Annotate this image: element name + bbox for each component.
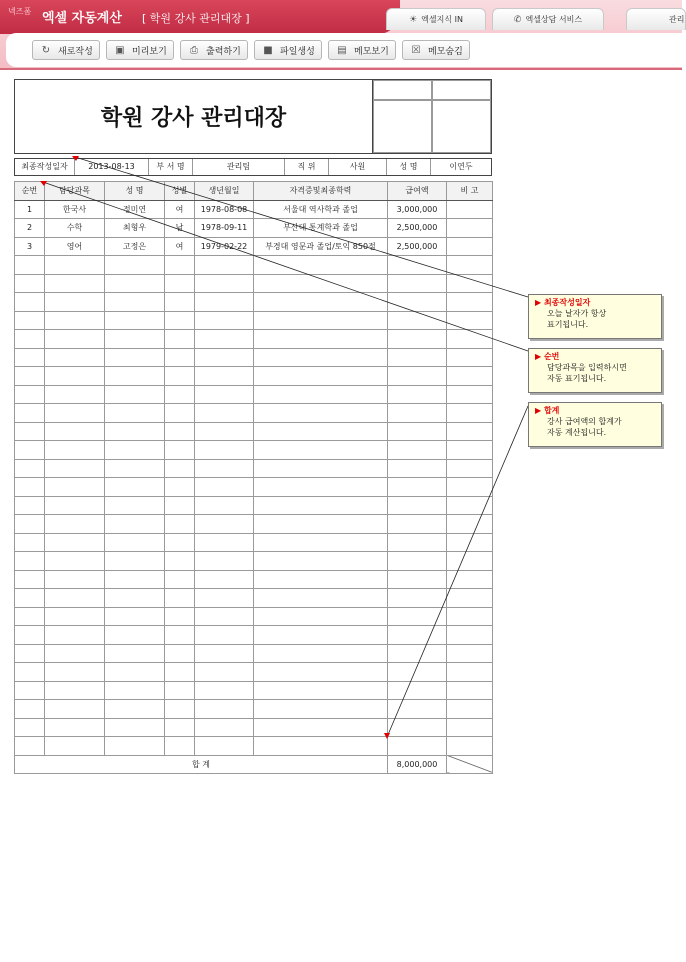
position-value[interactable]: 사원 [329, 159, 387, 175]
memo-hide-icon: ☒ [411, 44, 421, 56]
memo-line: 표기됩니다. [547, 320, 589, 329]
print-icon: ⎙ [190, 44, 198, 56]
table-cell[interactable]: 부경대 영문과 졸업/토익 850점 [254, 237, 388, 256]
table-cell[interactable]: 1978-09-11 [195, 219, 254, 238]
table-cell[interactable]: 2 [15, 219, 45, 238]
table-cell[interactable]: 여 [165, 200, 195, 219]
column-header: 생년월일 [195, 182, 254, 201]
total-label: 합 계 [15, 755, 388, 774]
monitor-icon: ▣ [115, 44, 125, 56]
button-label: 미리보기 [132, 46, 167, 57]
memo-title: ▶ 합계 [535, 406, 560, 415]
table-cell[interactable]: 수학 [45, 219, 105, 238]
dept-label: 부 서 명 [149, 159, 193, 175]
name-label: 성 명 [387, 159, 431, 175]
tab-label: 엑셀상담 서비스 [525, 15, 583, 24]
document-title: [ 학원 강사 관리대장 ] [142, 12, 250, 25]
connector-date [75, 157, 528, 297]
memo-line: 오늘 날자가 항상 [547, 309, 607, 318]
brand-small: 넥즈폼 [8, 7, 32, 16]
column-header: 순번 [15, 182, 45, 201]
sheet-title: 학원 강사 관리대장 [15, 80, 373, 153]
column-header: 성 명 [105, 182, 165, 201]
table-cell[interactable]: 1979-02-22 [195, 237, 254, 256]
phone-icon: ✆ [513, 14, 522, 25]
memo-sequence [528, 348, 662, 393]
button-label: 메모숨김 [428, 46, 463, 57]
tab-label: 엑셀지식 IN [421, 15, 463, 24]
refresh-icon: ↻ [41, 44, 51, 56]
memo-date [528, 294, 662, 339]
memo-line: 자동 표기됩니다. [547, 374, 607, 383]
memo-title: ▶ 순번 [535, 352, 560, 361]
table-cell[interactable]: 여 [165, 237, 195, 256]
tab-label: 관리 [669, 15, 685, 24]
connector-marker [384, 733, 390, 739]
connector-sequence [43, 182, 528, 351]
memo-icon: ▤ [337, 44, 347, 56]
bulb-icon: ☀ [409, 14, 418, 25]
column-header: 급여액 [388, 182, 447, 201]
memo-total [528, 402, 662, 447]
table-cell[interactable]: 한국사 [45, 200, 105, 219]
button-label: 새로작성 [58, 46, 93, 57]
dept-value[interactable]: 관리팀 [193, 159, 285, 175]
table-cell[interactable]: 서울대 역사학과 졸업 [254, 200, 388, 219]
table-cell[interactable]: 최형우 [105, 219, 165, 238]
table-cell[interactable]: 3,000,000 [388, 200, 447, 219]
table-cell[interactable]: 정미연 [105, 200, 165, 219]
date-label: 최종작성일자 [15, 159, 75, 175]
connector-total [387, 406, 528, 737]
connector-marker [40, 181, 47, 186]
brand-name: 엑셀 자동계산 [42, 11, 122, 26]
memo-line: 자동 계산됩니다. [547, 428, 607, 437]
table-cell[interactable]: 3 [15, 237, 45, 256]
position-label: 직 위 [285, 159, 329, 175]
memo-line: 담당과목을 입력하시면 [547, 363, 627, 372]
button-label: 출력하기 [206, 46, 241, 57]
folder-icon: ■ [263, 44, 273, 56]
table-cell[interactable]: 남 [165, 219, 195, 238]
connector-marker [72, 156, 79, 161]
memo-title: ▶ 최종작성일자 [535, 298, 591, 307]
date-value[interactable]: 2013-08-13 [75, 159, 149, 175]
table-cell[interactable]: 1978-08-08 [195, 200, 254, 219]
button-label: 파일생성 [280, 46, 315, 57]
table-cell[interactable]: 2,500,000 [388, 219, 447, 238]
table-cell[interactable]: 영어 [45, 237, 105, 256]
column-header: 자격증및최종학력 [254, 182, 388, 201]
memo-line: 강사 급여액의 합계가 [547, 417, 622, 426]
column-header: 성별 [165, 182, 195, 201]
table-cell[interactable]: 1 [15, 200, 45, 219]
total-value: 8,000,000 [388, 755, 447, 774]
table-cell[interactable]: 부산대 통계학과 졸업 [254, 219, 388, 238]
table-cell[interactable]: 2,500,000 [388, 237, 447, 256]
table-cell[interactable]: 고정은 [105, 237, 165, 256]
name-value[interactable]: 이연두 [449, 162, 473, 171]
column-header: 비 고 [447, 182, 493, 201]
column-header: 담당과목 [45, 182, 105, 201]
button-label: 메모보기 [354, 46, 389, 57]
